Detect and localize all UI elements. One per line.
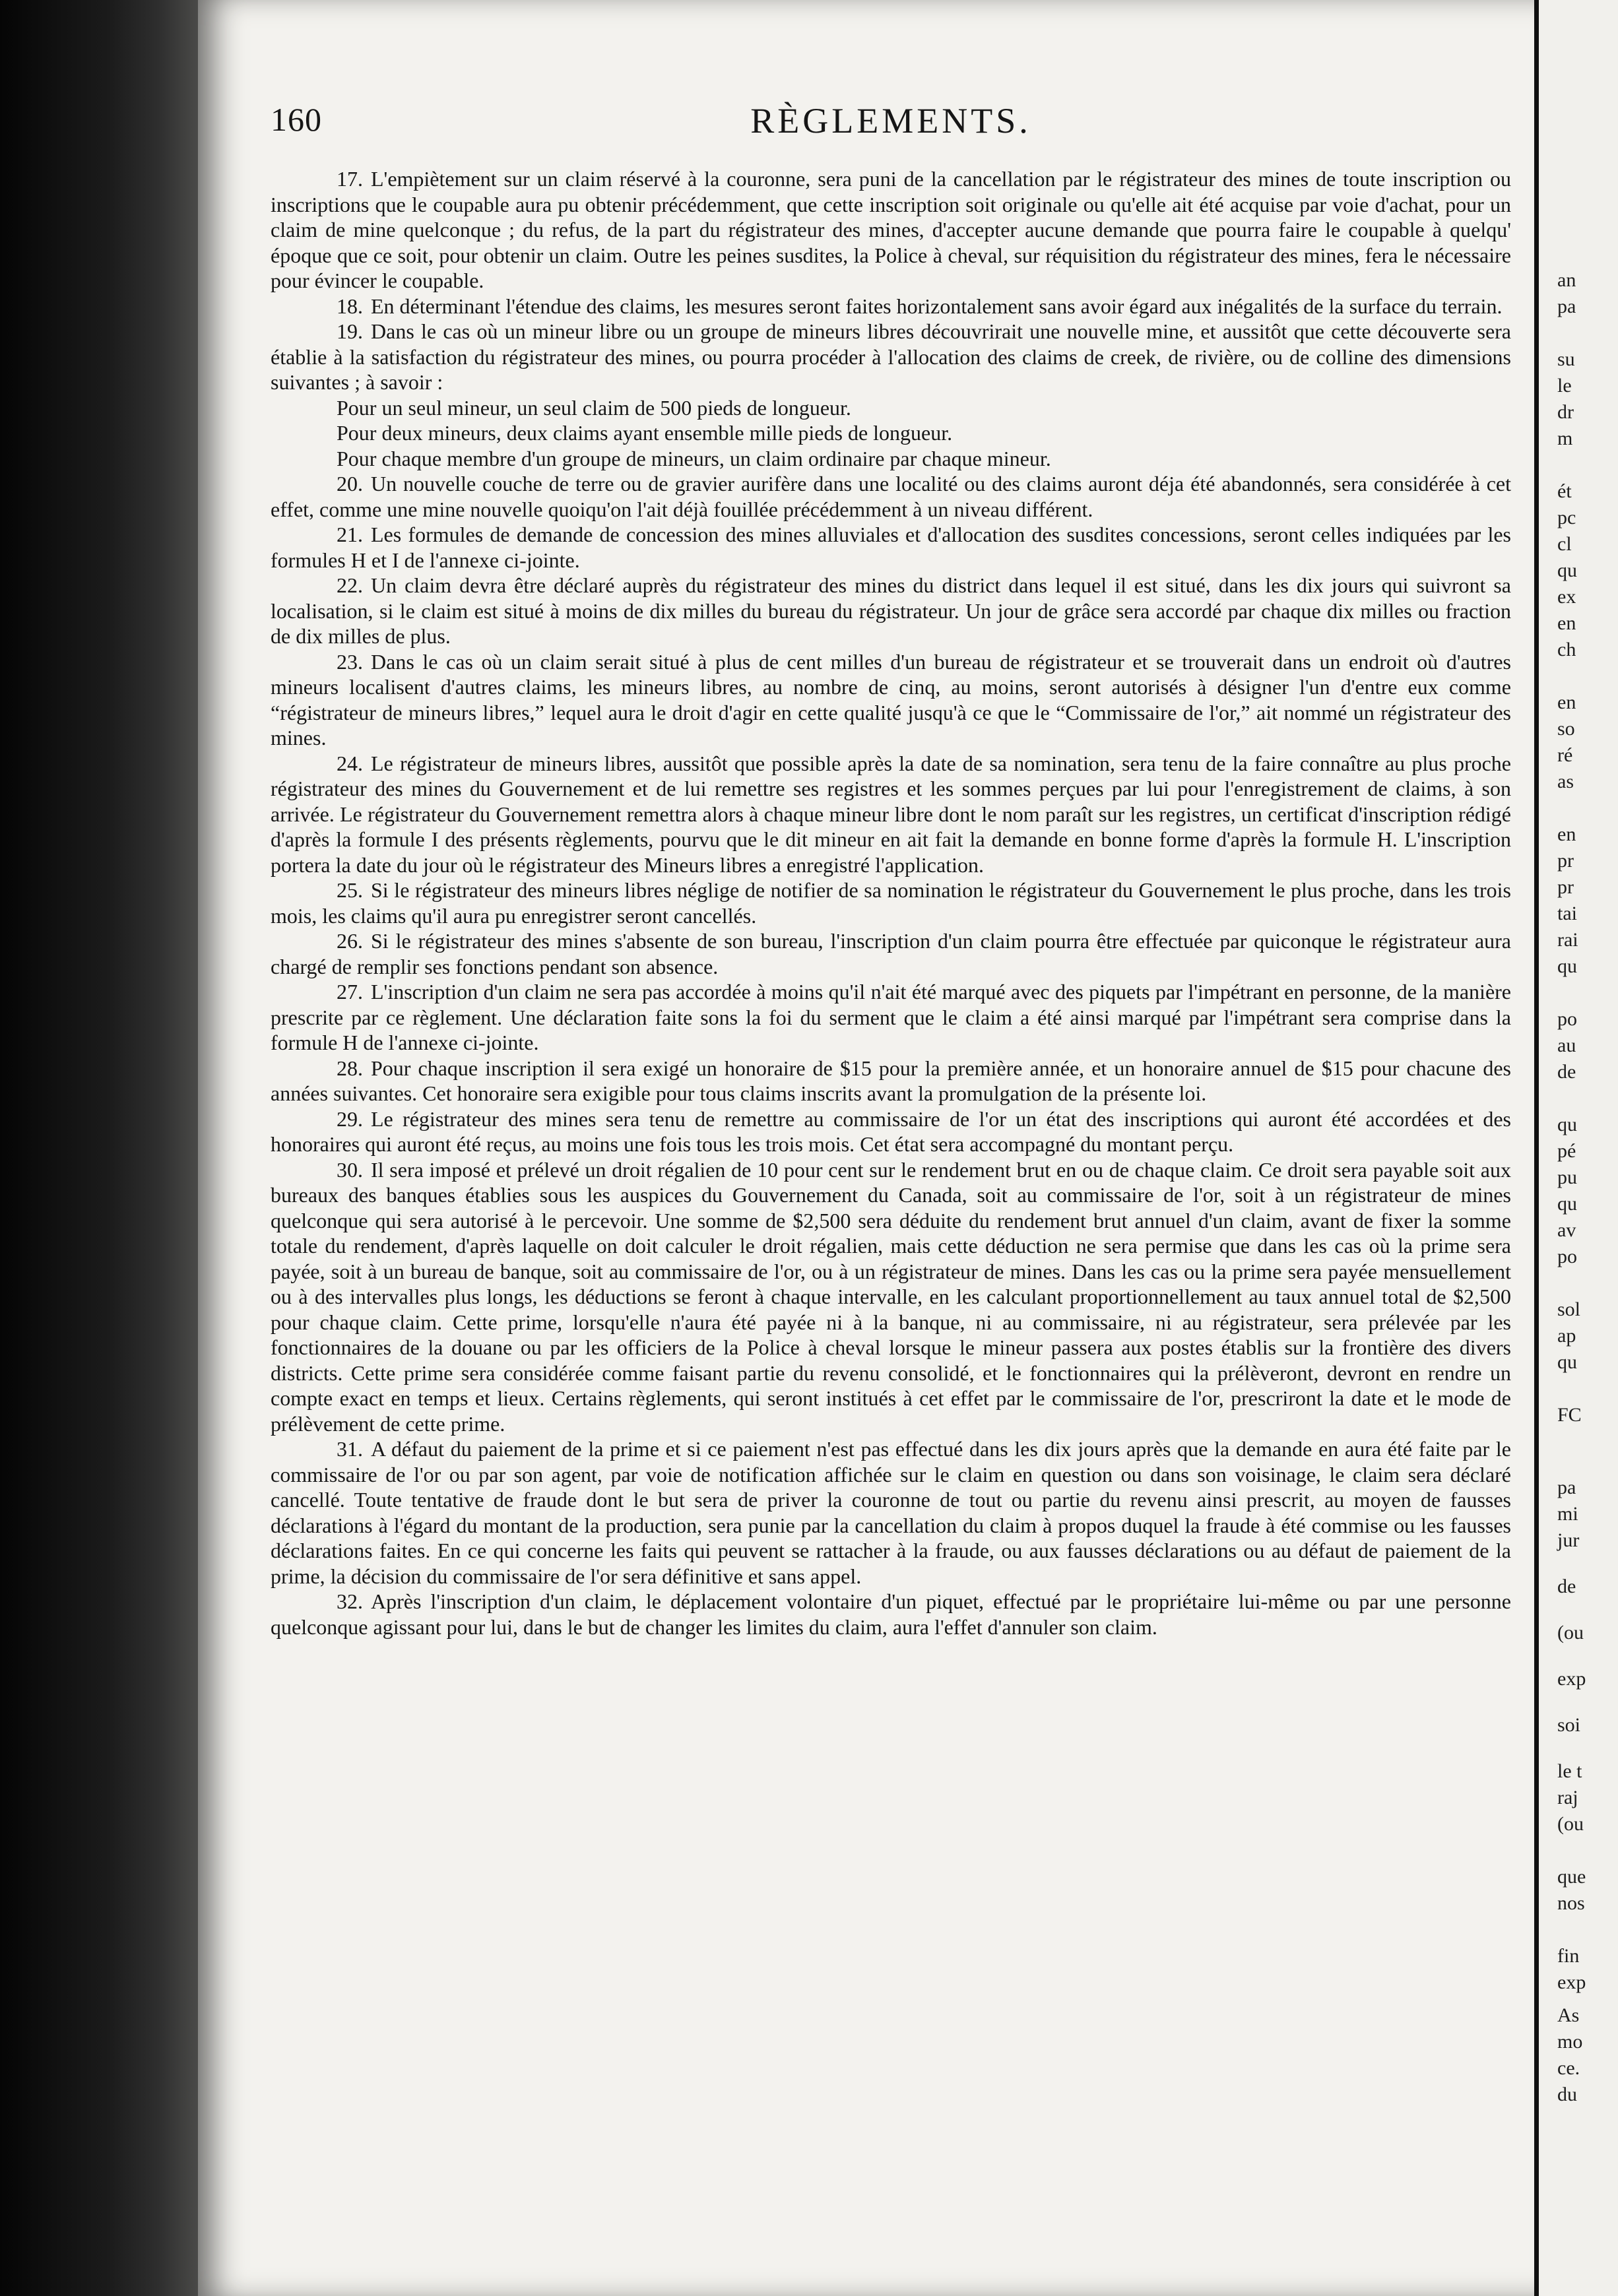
facing-fragment: exp — [1557, 1971, 1586, 1993]
article-17: 17. L'empiètement sur un claim réservé à la couronne, sera puni de la cancellation par le régistrateur des mines de toute inscription ou inscriptions que le coupable aura pu obtenir précédemment, que cette inscription soit originale ou qu'elle ait été acquise par voie d'achat, pour un claim de mine quelconque ; du refus, de la part du régistrateur des mines, d'accepter aucune demande que pourra faire le coupable à quelqu' époque que ce soit, pour obtenir un claim. Outre les peines susdites, la Police à cheval, sur réquisition du régistrateur des mines, fera le nécessaire pour évincer le coupable. — [271, 167, 1511, 292]
page-number: 160 — [271, 101, 322, 138]
article-24: 24. Le régistrateur de mineurs libres, aussitôt que possible après la date de sa nomination, sera tenu de la faire connaître au plus proche régistrateur des mines du Gouvernement et de lui remettre ses registres et les sommes perçues par lui pour l'enregistrement de claims, à son arrivée. Le régistrateur du Gouvernement remettra alors à chaque mineur libre dont le nom paraît sur les registres, un certificat d'inscription rédigé d'après la formule I des présents règlements, pourvu que le dit mineur en ait fait la demande en bonne forme d'après la formule H. L'inscription portera la date du jour où le régistrateur des Mineurs libres a enregistré l'application. — [271, 751, 1511, 877]
facing-fragment: en — [1557, 691, 1576, 713]
facing-page-strip — [1534, 0, 1618, 2296]
facing-fragment: ch — [1557, 639, 1576, 660]
facing-fragment: As — [1557, 2004, 1580, 2026]
facing-fragment: ré — [1557, 744, 1573, 766]
facing-fragment: ex — [1557, 586, 1576, 608]
facing-fragment: pr — [1557, 850, 1574, 872]
facing-fragment: qu — [1557, 1351, 1577, 1373]
article-19-item: Pour chaque membre d'un groupe de mineurs, un claim ordinaire par chaque mineur. — [337, 446, 1051, 470]
facing-fragment: (ou — [1557, 1622, 1584, 1643]
facing-fragment: m — [1557, 428, 1573, 449]
facing-fragment: rai — [1557, 929, 1578, 951]
facing-fragment: raj — [1557, 1787, 1578, 1808]
facing-fragment: du — [1557, 2084, 1577, 2105]
facing-fragment: jur — [1557, 1529, 1580, 1551]
facing-fragment: pa — [1557, 296, 1576, 317]
article-19-item: Pour deux mineurs, deux claims ayant ensemble mille pieds de longueur. — [337, 421, 953, 445]
article-22: 22. Un claim devra être déclaré auprès du régistrateur des mines du district dans lequel il est situé, dans les dix jours qui suivront sa localisation, si le claim est situé à moins de dix milles du bureau du régistrateur. Un jour de grâce sera accordé par chaque dix milles ou fraction de dix milles de plus. — [271, 573, 1511, 648]
facing-fragment: po — [1557, 1008, 1577, 1030]
facing-fragment: su — [1557, 348, 1575, 370]
facing-fragment: dr — [1557, 401, 1574, 423]
facing-fragment: pa — [1557, 1477, 1576, 1498]
page-body — [271, 166, 1511, 1640]
facing-fragment: que — [1557, 1866, 1586, 1888]
article-20: 20. Un nouvelle couche de terre ou de gravier aurifère dans une localité ou des claims auront déja été abandonnés, sera considérée à cet effet, comme une mine nouvelle quoiqu'on l'ait déjà fouillée précédemment à un niveau différent. — [271, 472, 1511, 521]
facing-fragment: ce. — [1557, 2057, 1580, 2079]
facing-fragment: en — [1557, 823, 1576, 845]
article-21: 21. Les formules de demande de concession des mines alluviales et d'allocation des susdites concessions, seront celles indiquées par les formules H et I de l'annexe ci-jointe. — [271, 523, 1511, 572]
facing-fragment: as — [1557, 771, 1574, 792]
article-27: 27. L'inscription d'un claim ne sera pas accordée à moins qu'il n'ait été marqué avec des piquets par l'impétrant en personne, de la manière prescrite par ce règlement. Une déclaration faite sons la foi du serment que le claim a été ainsi marqué par l'impétrant sera comprise dans la formule H de l'annexe ci-jointe. — [271, 980, 1511, 1054]
facing-fragment: qu — [1557, 955, 1577, 977]
article-30: 30. Il sera imposé et prélevé un droit régalien de 10 pour cent sur le rendement brut en ou de chaque claim. Ce droit sera payable soit aux bureaux des banques établies sous les auspices du Gouvernement du Canada, soit au commissaire de l'or, soit à un régistrateur de mines quelconque qui sera autorisé à le percevoir. Une somme de $2,500 sera déduite du rendement brut annuel d'un claim, avant de fixer la somme totale du rendement, d'après laquelle on doit calculer le droit régalien, mais cette déduction ne sera permise que dans les cas où la prime sera payée, soit à un bureau de banque, soit au commissaire de l'or, ou à un régistrateur de mines. Dans les cas ou la prime sera payée mensuellement ou à des intervalles plus longs, les déductions se feront à chaque intervalle, en les calculant proportionnellement au taux annuel total de $2,500 pour chaque claim. Cette prime, lorsqu'elle n'aura été payée ni à la banque, ni au commissaire, ni au régistrateur, sera prélevée par les fonctionnaires de la douane ou par les officiers de la Police à cheval lorsque le mineur passera aux postes établis sur la frontière des divers districts. Cette prime sera considérée comme faisant partie du revenu consolidé, et le fonctionnaires qui la prélèveront, devront en rendre un compte exact en temps et lieux. Certains règlements, qui seront institués à cet effet par le commissaire de l'or, prescriront la date et le mode de prélèvement de cette prime. — [271, 1157, 1511, 1436]
running-title: RÈGLEMENTS. — [750, 101, 1031, 141]
facing-fragment: pc — [1557, 507, 1576, 528]
article-23: 23. Dans le cas où un claim serait situé à plus de cent milles d'un bureau de régistrateur et se trouverait dans un endroit où d'autres mineurs localisent d'autres claims, les mineurs libres, au nombre de cinq, au moins, seront autorisés à désigner l'un d'entre eux comme “régistrateur de mineurs libres,” lequel aura le droit d'agir en cette qualité jusqu'à ce que le “Commissaire de l'or,” ait nommé un régistrateur des mines. — [271, 649, 1511, 749]
facing-fragment: exp — [1557, 1668, 1586, 1690]
article-32: 32. Après l'inscription d'un claim, le déplacement volontaire d'un piquet, effectué par le propriétaire lui-même ou par une personne quelconque agissant pour lui, dans le but de changer les limites du claim, aura l'effet d'annuler son claim. — [271, 1589, 1511, 1639]
facing-fragment: mo — [1557, 2031, 1583, 2053]
facing-fragment: pé — [1557, 1140, 1576, 1162]
facing-fragment: ap — [1557, 1325, 1576, 1347]
facing-fragment: de — [1557, 1576, 1576, 1597]
facing-fragment: le t — [1557, 1760, 1582, 1782]
facing-fragment: (ou — [1557, 1813, 1584, 1835]
article-26: 26. Si le régistrateur des mines s'absente de son bureau, l'inscription d'un claim pourra être effectuée par quiconque le régistrateur aura chargé de remplir ses fonctions pendant son absence. — [271, 929, 1511, 978]
facing-fragment: nos — [1557, 1892, 1585, 1914]
facing-fragment: av — [1557, 1219, 1576, 1241]
facing-fragment: de — [1557, 1061, 1576, 1083]
facing-fragment: FC — [1557, 1404, 1582, 1426]
facing-fragment: soi — [1557, 1714, 1581, 1736]
facing-fragment: po — [1557, 1246, 1577, 1267]
facing-fragment: pu — [1557, 1166, 1577, 1188]
article-18: 18. En déterminant l'étendue des claims, les mesures seront faites horizontalement sans avoir égard aux inégalités de la surface du terrain. — [337, 294, 1503, 318]
facing-fragment: tai — [1557, 903, 1577, 924]
facing-fragment: qu — [1557, 1114, 1577, 1135]
facing-fragment: au — [1557, 1035, 1576, 1056]
facing-fragment: qu — [1557, 559, 1577, 581]
article-19-item: Pour un seul mineur, un seul claim de 500 pieds de longueur. — [337, 395, 851, 420]
facing-fragment: en — [1557, 612, 1576, 634]
article-31: 31. A défaut du paiement de la prime et si ce paiement n'est pas effectué dans les dix jours après que la demande en aura été faite par le commissaire de l'or ou par son agent, par voie de notification affichée sur le claim en question ou dans son voisinage, le claim sera déclaré cancellé. Toute tentative de fraude dont le but sera de priver la couronne de tout ou partie du revenu ainsi prescrit, au moyen de fausses déclarations à l'égard du montant de la production, sera punie par la cancellation du claim à propos duquel la fraude à été commise ou les fausses déclarations faites. En ce qui concerne les faits qui peuvent se rattacher à la fraude, ou aux fausses déclarations ou au défaut de paiement de la prime, la décision du commissaire de l'or sera définitive et sans appel. — [271, 1437, 1511, 1588]
book-binding-shadow — [0, 0, 198, 2296]
facing-fragment: an — [1557, 269, 1576, 291]
facing-fragment: qu — [1557, 1193, 1577, 1215]
facing-fragment: le — [1557, 375, 1572, 397]
article-19: 19. Dans le cas où un mineur libre ou un groupe de mineurs libres découvrirait une nouvelle mine, et aussitôt que cette découverte sera établie à la satisfaction du régistrateur des mines, ou pourra procéder à l'allocation des claims de creek, de rivière, ou de colline des dimensions suivantes ; à savoir : — [271, 319, 1511, 394]
facing-fragment: sol — [1557, 1298, 1581, 1320]
book-page — [198, 0, 1534, 2296]
page-header — [271, 94, 1511, 146]
article-28: 28. Pour chaque inscription il sera exigé un honoraire de $15 pour la première année, et un honoraire annuel de $15 pour chacune des années suivantes. Cet honoraire sera exigible pour tous claims inscrits avant la promulgation de la présente loi. — [271, 1056, 1511, 1105]
facing-fragment: so — [1557, 718, 1575, 740]
article-29: 29. Le régistrateur des mines sera tenu de remettre au commissaire de l'or un état des inscriptions qui auront été accordées et des honoraires qui auront été reçus, au moins une fois tous les trois mois. Cet état sera accompagné du montant perçu. — [271, 1106, 1511, 1156]
facing-fragment: mi — [1557, 1503, 1578, 1525]
facing-fragment: fin — [1557, 1945, 1580, 1967]
facing-fragment: pr — [1557, 876, 1574, 898]
facing-fragment: cl — [1557, 533, 1572, 555]
article-25: 25. Si le régistrateur des mineurs libres néglige de notifier de sa nomination le régistrateur du Gouvernement le plus proche, dans les trois mois, les claims qu'il aura pu enregistrer seront cancellés. — [271, 878, 1511, 928]
facing-fragment: ét — [1557, 480, 1572, 502]
